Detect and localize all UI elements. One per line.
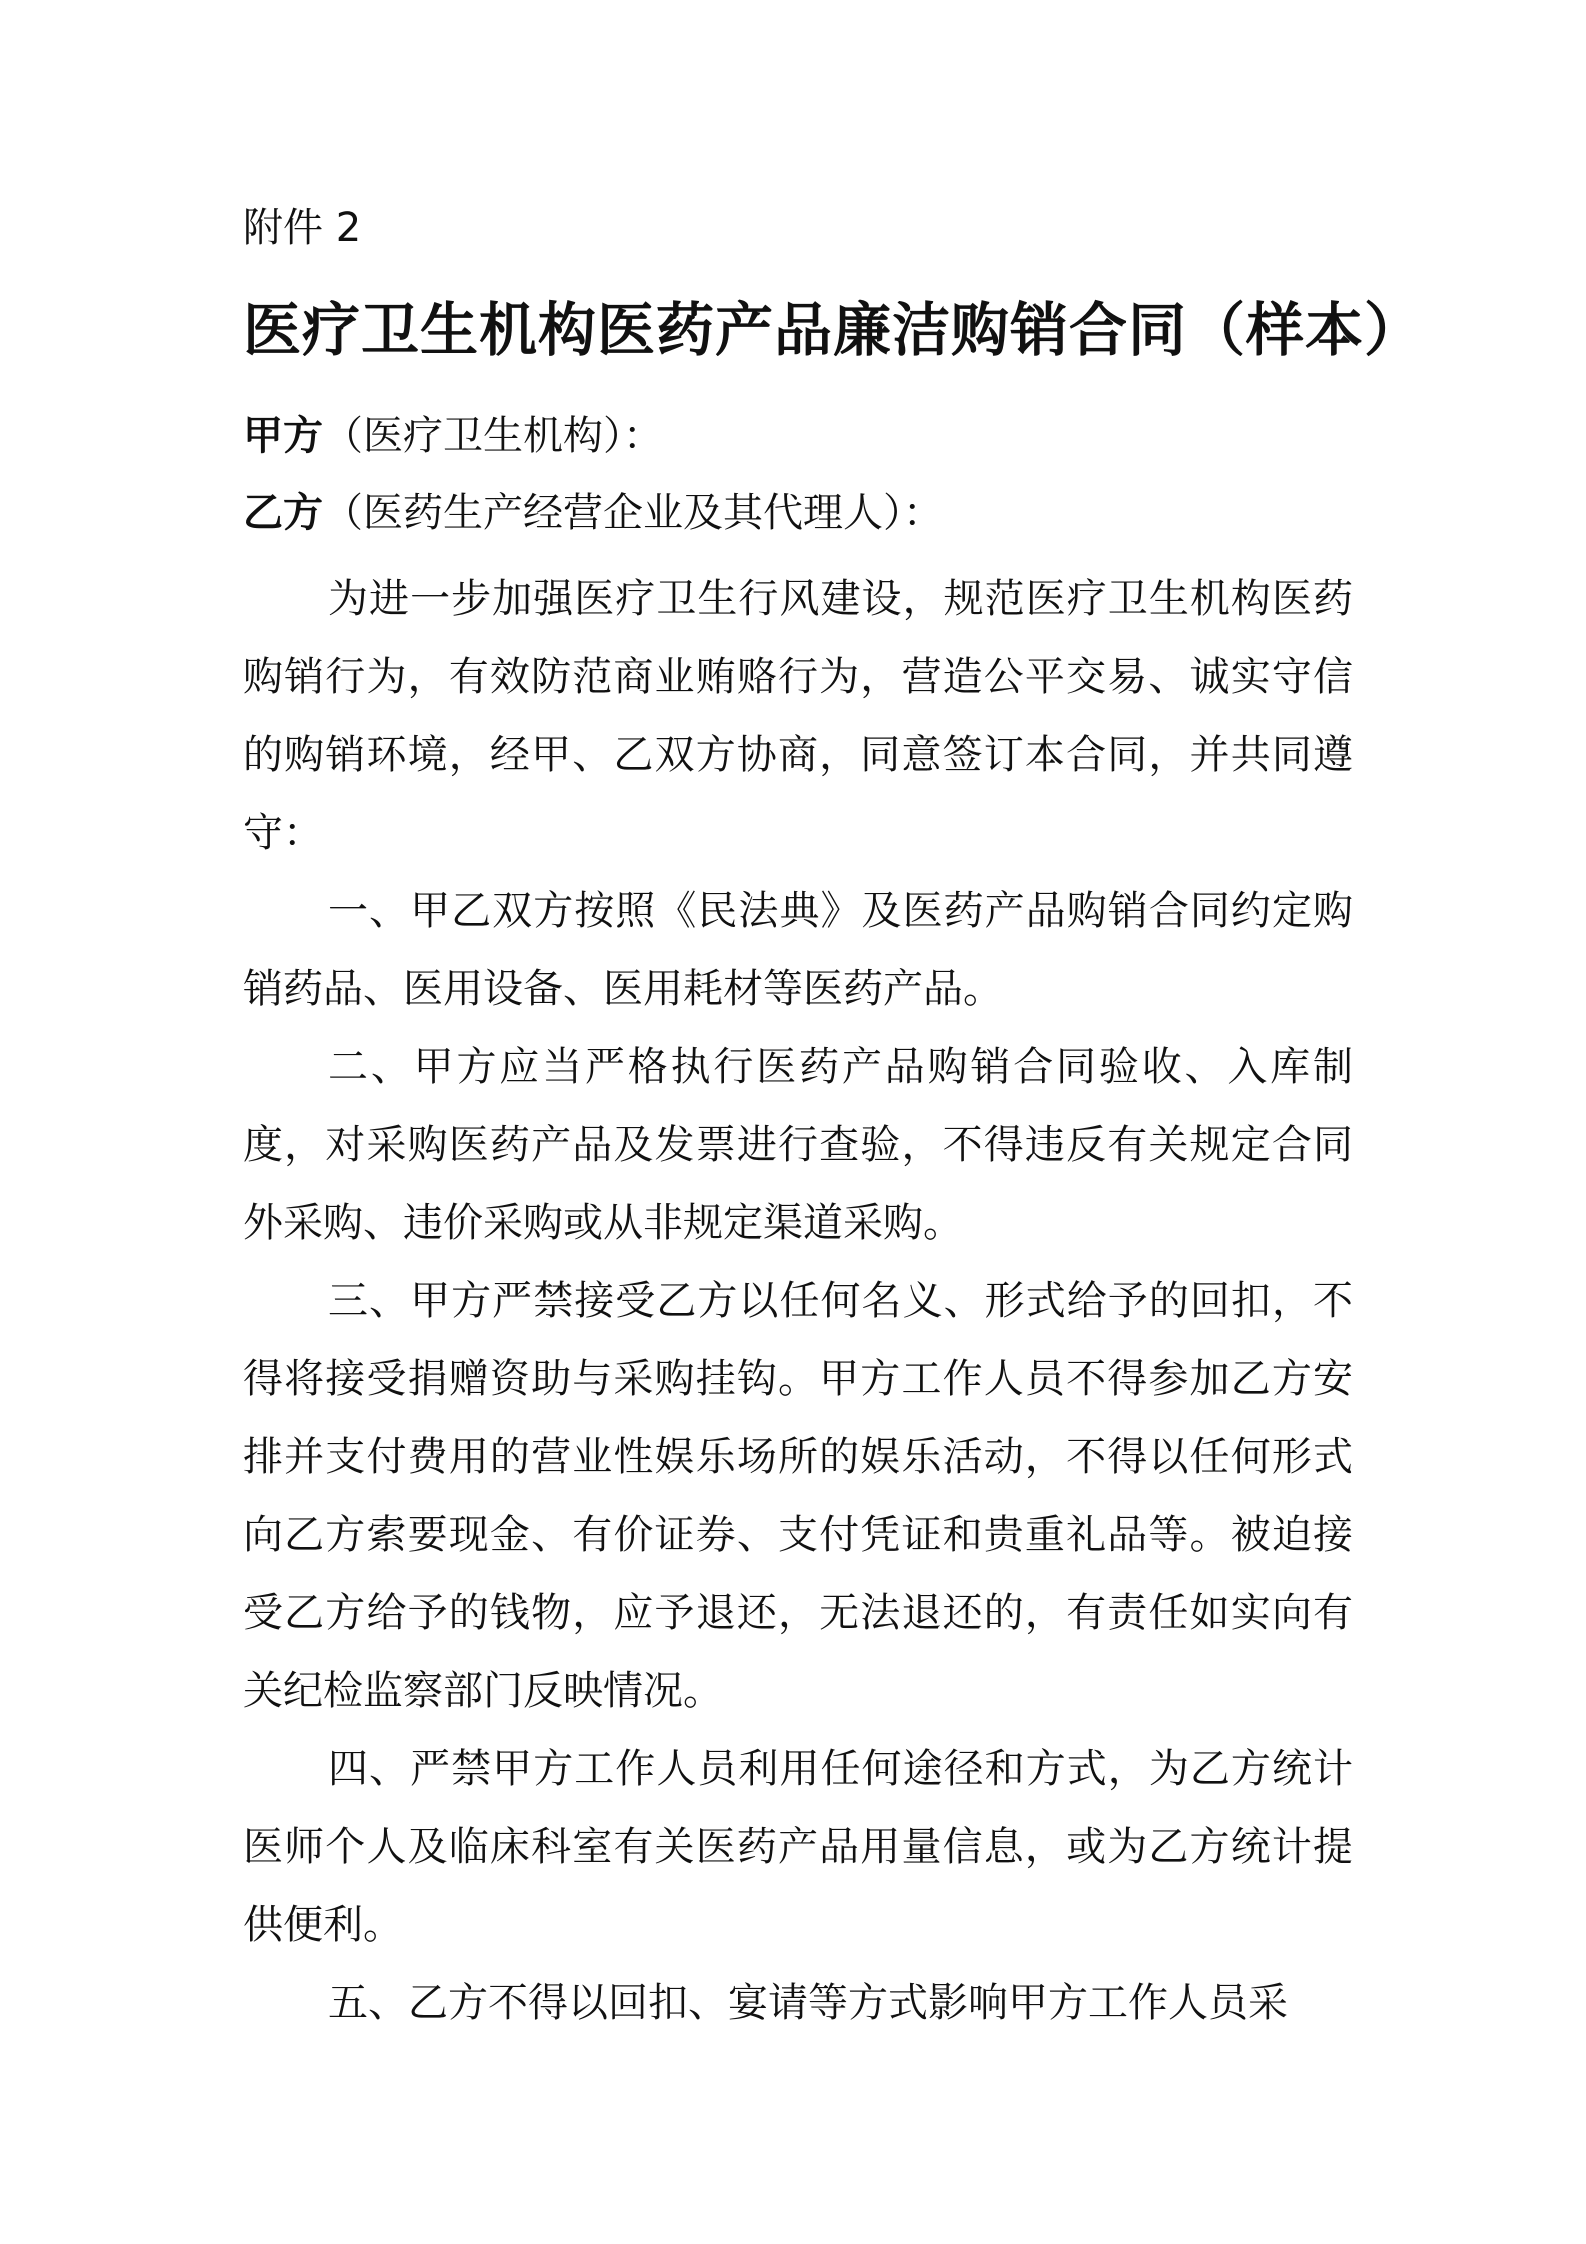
preamble-paragraph: 为进一步加强医疗卫生行风建设，规范医疗卫生机构医药购销行为，有效防范商业贿赂行为，营造公平交易、诚实守信的购销环境，经甲、乙双方协商，同意签订本合同，并共同遵守： bbox=[243, 576, 1353, 856]
contract-body bbox=[243, 560, 1353, 2042]
party-b-label: 乙方 bbox=[243, 490, 323, 536]
clause-1-paragraph: 一、甲乙双方按照《民法典》及医药产品购销合同约定购销药品、医用设备、医用耗材等医药产品。 bbox=[243, 888, 1353, 1012]
party-b-detail: （医药生产经营企业及其代理人）： bbox=[323, 490, 943, 536]
document-title: 医疗卫生机构医药产品廉洁购销合同（样本） bbox=[243, 296, 1424, 364]
clause-5-paragraph: 五、乙方不得以回扣、宴请等方式影响甲方工作人员采 bbox=[328, 1980, 1288, 2026]
clause-2-paragraph: 二、甲方应当严格执行医药产品购销合同验收、入库制度，对采购医药产品及发票进行查验，不得违反有关规定合同外采购、违价采购或从非规定渠道采购。 bbox=[243, 1044, 1353, 1246]
party-a-label: 甲方 bbox=[243, 413, 323, 459]
party-b-line bbox=[243, 485, 943, 541]
clause-3-paragraph: 三、甲方严禁接受乙方以任何名义、形式给予的回扣，不得将接受捐赠资助与采购挂钩。甲方工作人员不得参加乙方安排并支付费用的营业性娱乐场所的娱乐活动，不得以任何形式向乙方索要现金、有价证券、支付凭证和贵重礼品等。被迫接受乙方给予的钱物，应予退还，无法退还的，有责任如实向有关纪检监察部门反映情况。 bbox=[243, 1278, 1353, 1714]
clause-4-paragraph: 四、严禁甲方工作人员利用任何途径和方式，为乙方统计医师个人及临床科室有关医药产品用量信息，或为乙方统计提供便利。 bbox=[243, 1746, 1353, 1948]
party-a-detail: （医疗卫生机构）： bbox=[323, 413, 663, 459]
party-a-line bbox=[243, 408, 663, 464]
attachment-label: 附件 2 bbox=[243, 205, 362, 251]
